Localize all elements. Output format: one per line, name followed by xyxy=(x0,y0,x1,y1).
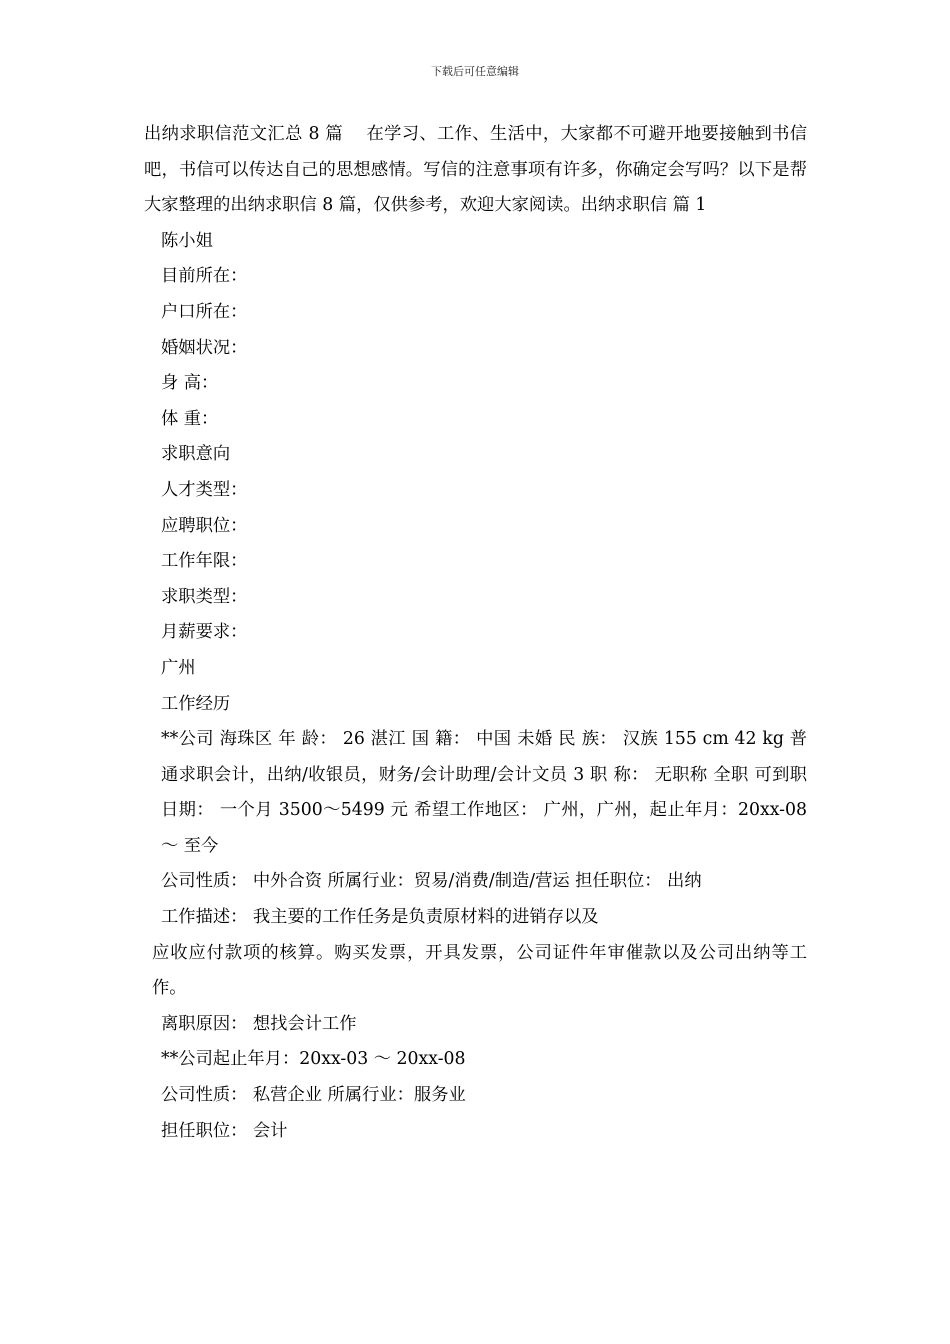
current-location-field: 目前所在： xyxy=(161,266,248,287)
company-2-period: **公司起止年月：20xx-03 ～ 20xx-08 xyxy=(161,1049,466,1070)
work-experience-heading: 工作经历 xyxy=(161,693,231,714)
city-line: 广州 xyxy=(161,657,196,678)
job-intention-heading: 求职意向 xyxy=(161,444,231,465)
document-body xyxy=(144,117,807,1149)
experience-paragraph: **公司 海珠区 年 龄： 26 湛江 国 籍： 中国 未婚 民 族： 汉族 155 cm 42 kg 普通求职会计，出纳/收银员，财务/会计助理/会计文员 3 职 称： 无职称 全职 可到职日期： 一个月 3500～5499 元 希望工作地区： 广州，广州，起止年月：20xx-08 ～ 至今 xyxy=(161,729,807,856)
applicant-name: 陈小姐 xyxy=(161,230,213,251)
height-field: 身 高： xyxy=(161,373,219,394)
talent-type-field: 人才类型： xyxy=(161,479,248,500)
position-2: 担任职位： 会计 xyxy=(161,1120,288,1141)
weight-field: 体 重： xyxy=(161,408,219,429)
work-years-field: 工作年限： xyxy=(161,551,248,572)
company-nature-2: 公司性质： 私营企业 所属行业：服务业 xyxy=(161,1085,466,1106)
leave-reason: 离职原因： 想找会计工作 xyxy=(161,1013,357,1034)
job-description-continued: 应收应付款项的核算。购买发票，开具发票，公司证件年审催款以及公司出纳等工作。 xyxy=(152,942,807,999)
job-description: 工作描述： 我主要的工作任务是负责原材料的进销存以及 xyxy=(161,907,599,928)
salary-requirement-field: 月薪要求： xyxy=(161,622,248,643)
job-type-field: 求职类型： xyxy=(161,586,248,607)
page-header: 下载后可任意编辑 xyxy=(431,65,519,78)
intro-paragraph: 出纳求职信范文汇总 8 篇 在学习、工作、生活中，大家都不可避开地要接触到书信吧，书信可以传达自己的思想感情。写信的注意事项有许多，你确定会写吗？以下是帮大家整理的出纳求职信 8 篇，仅供参考，欢迎大家阅读。出纳求职信 篇 1 xyxy=(144,124,807,216)
company-nature-1: 公司性质： 中外合资 所属行业：贸易/消费/制造/营运 担任职位： 出纳 xyxy=(161,871,702,892)
applied-position-field: 应聘职位： xyxy=(161,515,248,536)
marital-status-field: 婚姻状况： xyxy=(161,337,248,358)
household-registration-field: 户口所在： xyxy=(161,301,248,322)
